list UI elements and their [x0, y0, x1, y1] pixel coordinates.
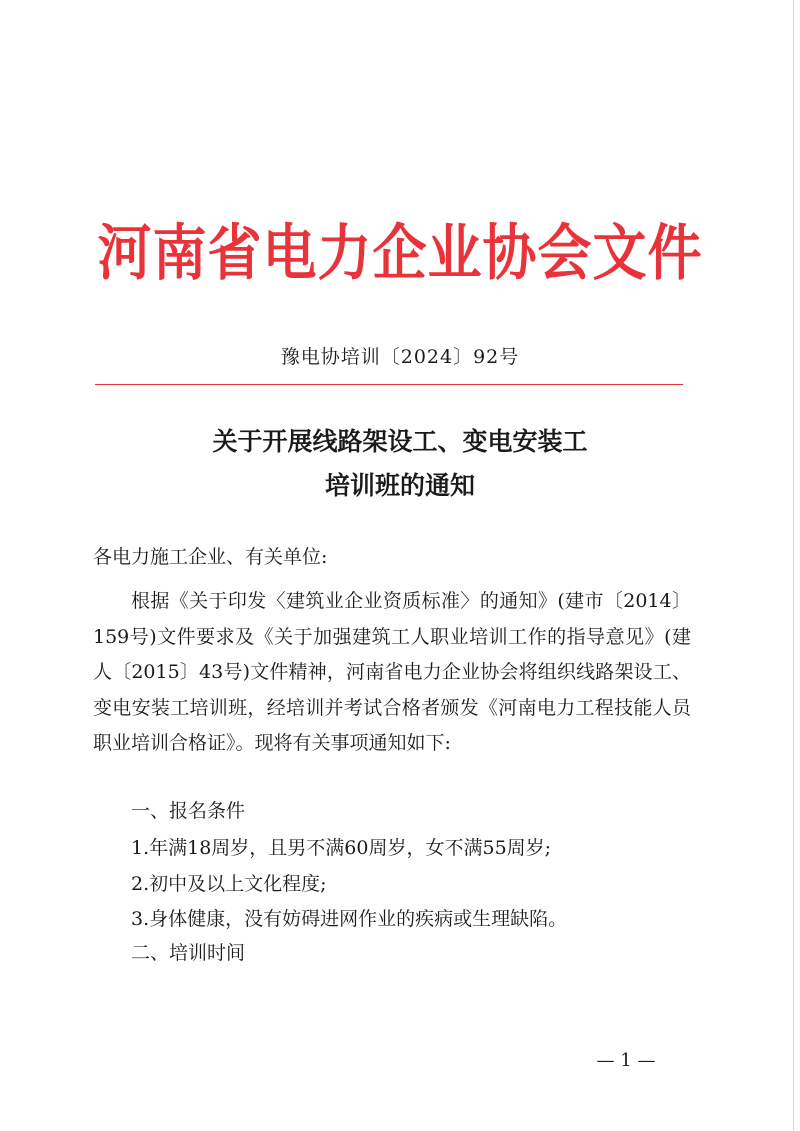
intro-paragraph: 根据《关于印发〈建筑业企业资质标准〉的通知》(建市〔2014〕159号)文件要求及《关于加强建筑工人职业培训工作的指导意见》(建人〔2015〕43号)文件精神，河南省电力企业协会将组织线路架设工、变电安装工培训班，经培训并考试合格者颁发《河南电力工程技能人员职业培训合格证》。现将有关事项通知如下: [93, 590, 691, 754]
page-edge-line [793, 0, 794, 1131]
document-title [0, 420, 800, 508]
title-line-1: 关于开展线路架设工、变电安装工 [212, 427, 588, 456]
title-line-2: 培训班的通知 [324, 471, 475, 500]
list-item: 3.身体健康，没有妨碍进网作业的疾病或生理缺陷。 [131, 908, 568, 930]
document-number: 豫电协培训〔2024〕92号 [280, 346, 520, 368]
list-item: 1.年满18周岁，且男不满60周岁，女不满55周岁; [131, 837, 552, 859]
header-divider [95, 384, 683, 385]
section-heading-registration: 一、报名条件 [131, 800, 246, 822]
salutation: 各电力施工企业、有关单位: [93, 546, 328, 568]
document-header-red: 河南省电力企业协会文件 [97, 216, 703, 288]
page-number: — 1 — [596, 1050, 656, 1071]
section-heading-training-time: 二、培训时间 [131, 942, 246, 964]
list-item: 2.初中及以上文化程度; [131, 873, 327, 895]
